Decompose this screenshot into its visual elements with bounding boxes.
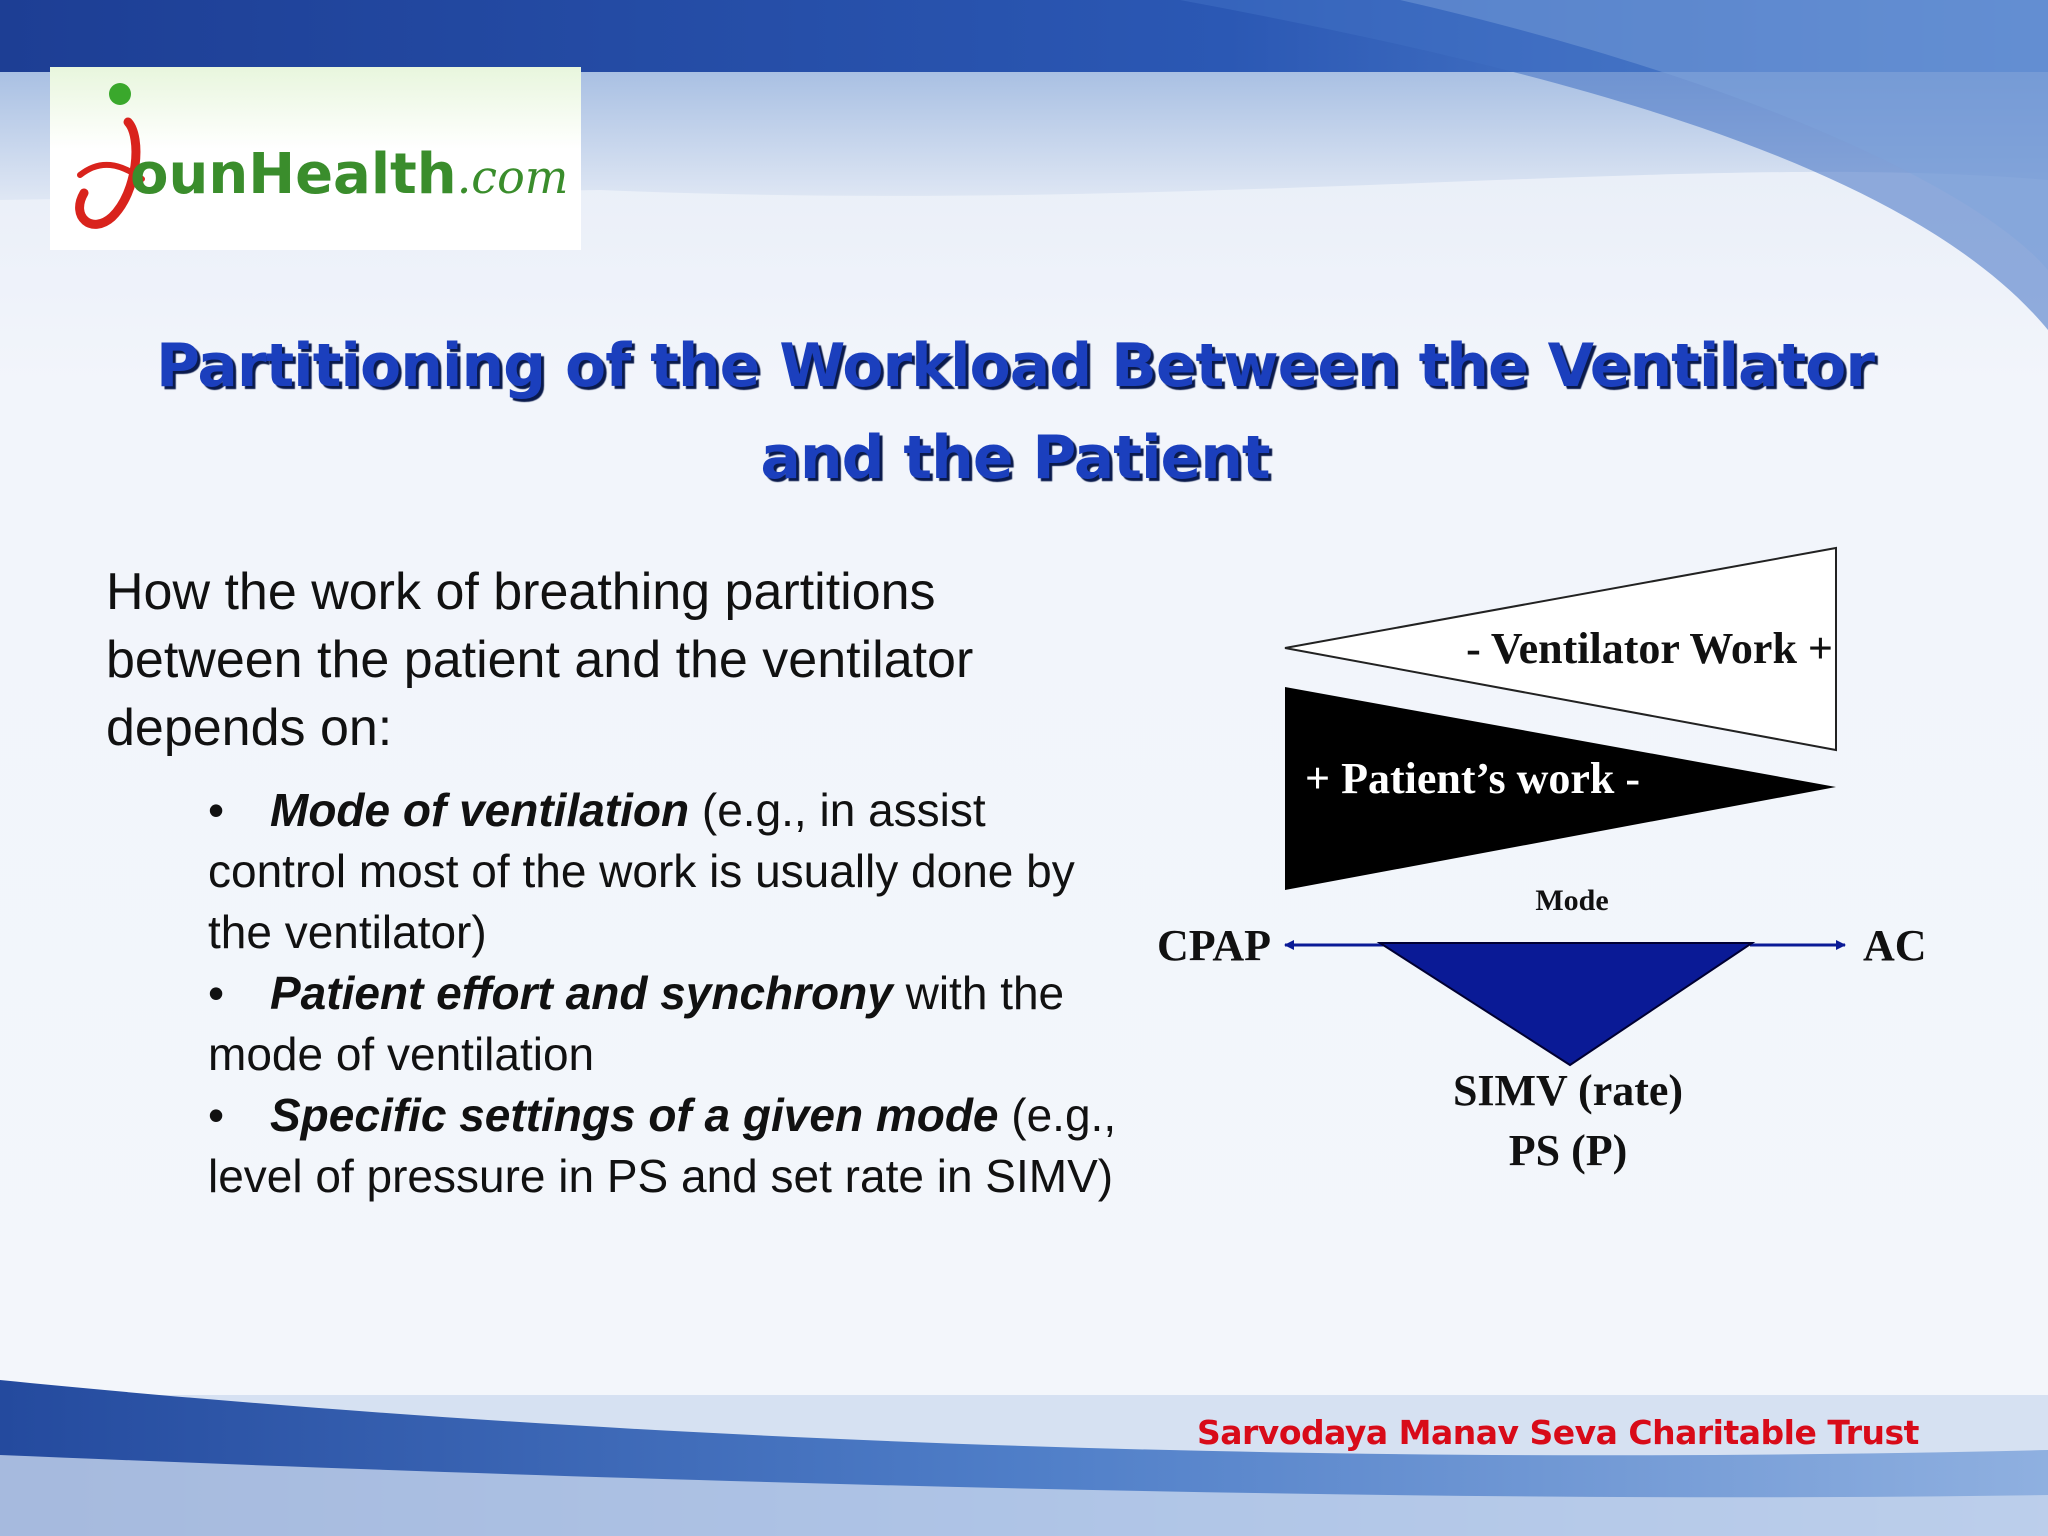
logo[interactable]	[50, 67, 581, 250]
logo-text	[130, 142, 569, 207]
list-item-bold: Specific settings of a given mode	[270, 1089, 999, 1141]
list-item	[208, 780, 1128, 963]
list-item-bold: Patient effort and synchrony	[270, 967, 893, 1019]
ps-label: PS (P)	[1508, 1126, 1628, 1175]
list-item	[208, 1085, 1128, 1207]
logo-suffix-text: .com	[456, 150, 569, 204]
bullet-icon: •	[208, 1089, 225, 1141]
list-item-text: with the mode of ventilation	[208, 967, 1065, 1080]
mode-spectrum-triangle	[1380, 943, 1752, 1065]
intro-text: How the work of breathing partitions between the patient and the ventilator depends on:	[106, 563, 974, 757]
page-title: Partitioning of the Workload Between the Ventilator and the Patient	[156, 331, 1874, 493]
bullet-icon: •	[208, 784, 225, 836]
bullet-icon: •	[208, 967, 225, 1019]
list-item	[208, 963, 1128, 1085]
simv-label: SIMV (rate)	[1452, 1066, 1684, 1115]
mode-label: Mode	[1535, 884, 1609, 917]
footer-organization: Sarvodaya Manav Seva Charitable Trust	[1197, 1413, 1919, 1452]
list-item-text: (e.g., level of pressure in PS and set rate in SIMV)	[208, 1089, 1117, 1202]
cpap-label: CPAP	[1156, 921, 1271, 970]
workload-diagram	[1140, 535, 1940, 1195]
ventilator-work-label: - Ventilator Work +	[1466, 624, 1833, 673]
list-item-text: (e.g., in assist control most of the work is usually done by the ventilator)	[208, 784, 1075, 958]
factor-list	[208, 780, 1128, 1207]
ac-label: AC	[1863, 921, 1927, 970]
patient-work-label: + Patient’s work -	[1305, 754, 1641, 803]
list-item-bold: Mode of ventilation	[270, 784, 690, 836]
logo-main-text: ounHealth	[130, 142, 457, 207]
